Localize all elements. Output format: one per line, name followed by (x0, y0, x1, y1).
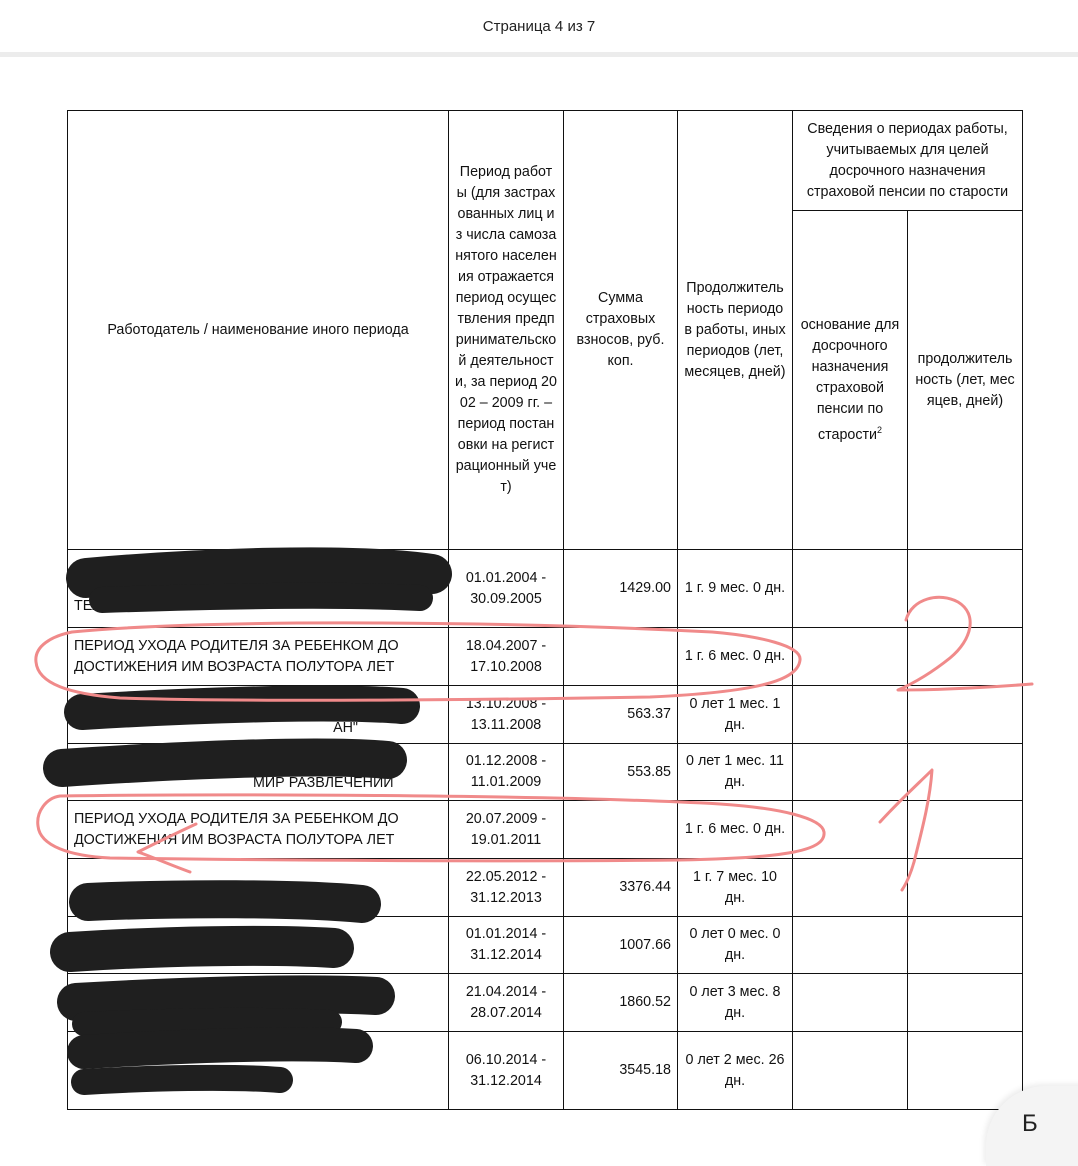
sum-cell: 563.37 (564, 686, 678, 744)
header-early-duration-text: продолжительность (лет, месяцев, дней) (915, 350, 1015, 409)
table-row (68, 974, 1023, 1032)
header-row-1 (68, 111, 1023, 211)
early-basis-cell (793, 801, 908, 859)
duration-cell: 1 г. 7 мес. 10 дн. (678, 859, 793, 917)
period-cell: 01.01.2004 - 30.09.2005 (449, 550, 564, 628)
employer-cell: ПЕРИОД УХОДА РОДИТЕЛЯ ЗА РЕБЕНКОМ ДО ДОСТИЖЕНИЯ ИМ ВОЗРАСТА ПОЛУТОРА ЛЕТ (68, 801, 449, 859)
table-row (68, 1032, 1023, 1110)
table-row (68, 744, 1023, 801)
sum-cell: 1007.66 (564, 917, 678, 974)
early-duration-cell (908, 686, 1023, 744)
early-basis-cell (793, 628, 908, 686)
table-row (68, 801, 1023, 859)
duration-cell: 1 г. 6 мес. 0 дн. (678, 628, 793, 686)
header-period-text: Период работы (для застрахованных лиц из числа самозанятого населения отражается период осуществления предпринимательской деятельности, за период 2002 – 2009 гг. – период постановки на регистрационный учет) (455, 164, 557, 495)
viewer-toolbar (0, 0, 1078, 57)
sum-cell: 1429.00 (564, 550, 678, 628)
early-duration-cell (908, 550, 1023, 628)
early-basis-cell (793, 686, 908, 744)
sum-cell: 3376.44 (564, 859, 678, 917)
employer-cell: ТЕА (68, 550, 449, 628)
sum-cell (564, 628, 678, 686)
header-duration-text: Продолжительность периодов работы, иных периодов (лет, месяцев, дней) (684, 279, 786, 380)
early-duration-cell (908, 628, 1023, 686)
pension-periods-table (67, 110, 1023, 1110)
period-cell: 21.04.2014 - 28.07.2014 (449, 974, 564, 1032)
early-duration-cell (908, 1032, 1023, 1110)
early-duration-cell (908, 859, 1023, 917)
duration-cell: 0 лет 1 мес. 11 дн. (678, 744, 793, 801)
employer-cell (68, 974, 449, 1032)
header-duration (678, 111, 793, 550)
header-early-group: Сведения о периодах работы, учитываемых для целей досрочного назначения страховой пенсии по старости (793, 111, 1023, 211)
early-basis-cell (793, 744, 908, 801)
period-cell: 06.10.2014 - 31.12.2014 (449, 1032, 564, 1110)
duration-cell: 1 г. 9 мес. 0 дн. (678, 550, 793, 628)
table-row (68, 917, 1023, 974)
period-cell: 01.01.2014 - 31.12.2014 (449, 917, 564, 974)
header-early-duration (908, 211, 1023, 550)
header-employer: Работодатель / наименование иного периода (68, 111, 449, 550)
duration-cell: 0 лет 2 мес. 26 дн. (678, 1032, 793, 1110)
header-early-basis (793, 211, 908, 550)
table-row (68, 859, 1023, 917)
early-duration-cell (908, 801, 1023, 859)
table-row (68, 628, 1023, 686)
early-basis-cell (793, 974, 908, 1032)
sum-cell: 1860.52 (564, 974, 678, 1032)
early-duration-cell (908, 974, 1023, 1032)
period-cell: 13.10.2008 - 13.11.2008 (449, 686, 564, 744)
period-cell: 01.12.2008 - 11.01.2009 (449, 744, 564, 801)
period-cell: 18.04.2007 - 17.10.2008 (449, 628, 564, 686)
duration-cell: 0 лет 3 мес. 8 дн. (678, 974, 793, 1032)
corner-button-label: Б (1022, 1110, 1038, 1137)
period-cell: 20.07.2009 - 19.01.2011 (449, 801, 564, 859)
early-basis-cell (793, 917, 908, 974)
duration-cell: 0 лет 0 мес. 0 дн. (678, 917, 793, 974)
table-row (68, 686, 1023, 744)
sum-cell (564, 801, 678, 859)
sum-cell: 553.85 (564, 744, 678, 801)
header-sum: Сумма страховых взносов, руб. коп. (564, 111, 678, 550)
employer-cell (68, 859, 449, 917)
employer-cell: АКЦИОНЕРНОЕ ОБ (68, 1032, 449, 1110)
header-period (449, 111, 564, 550)
employer-cell (68, 917, 449, 974)
early-basis-cell (793, 859, 908, 917)
sum-cell: 3545.18 (564, 1032, 678, 1110)
employer-cell: ПЕРИОД УХОДА РОДИТЕЛЯ ЗА РЕБЕНКОМ ДО ДОСТИЖЕНИЯ ИМ ВОЗРАСТА ПОЛУТОРА ЛЕТ (68, 628, 449, 686)
period-cell: 22.05.2012 - 31.12.2013 (449, 859, 564, 917)
header-early-basis-text: основание для досрочного назначения страховой пенсии по старости (800, 316, 900, 443)
employer-cell: АН" (68, 686, 449, 744)
table-row (68, 550, 1023, 628)
footnote-mark: 2 (877, 424, 883, 435)
document-page (0, 57, 1078, 1122)
early-duration-cell (908, 744, 1023, 801)
early-duration-cell (908, 917, 1023, 974)
early-basis-cell (793, 550, 908, 628)
early-basis-cell (793, 1032, 908, 1110)
duration-cell: 0 лет 1 мес. 1 дн. (678, 686, 793, 744)
duration-cell: 1 г. 6 мес. 0 дн. (678, 801, 793, 859)
employer-cell: МИР РАЗВЛЕЧЕНИЙ (68, 744, 449, 801)
page-indicator: Страница 4 из 7 (482, 17, 596, 35)
